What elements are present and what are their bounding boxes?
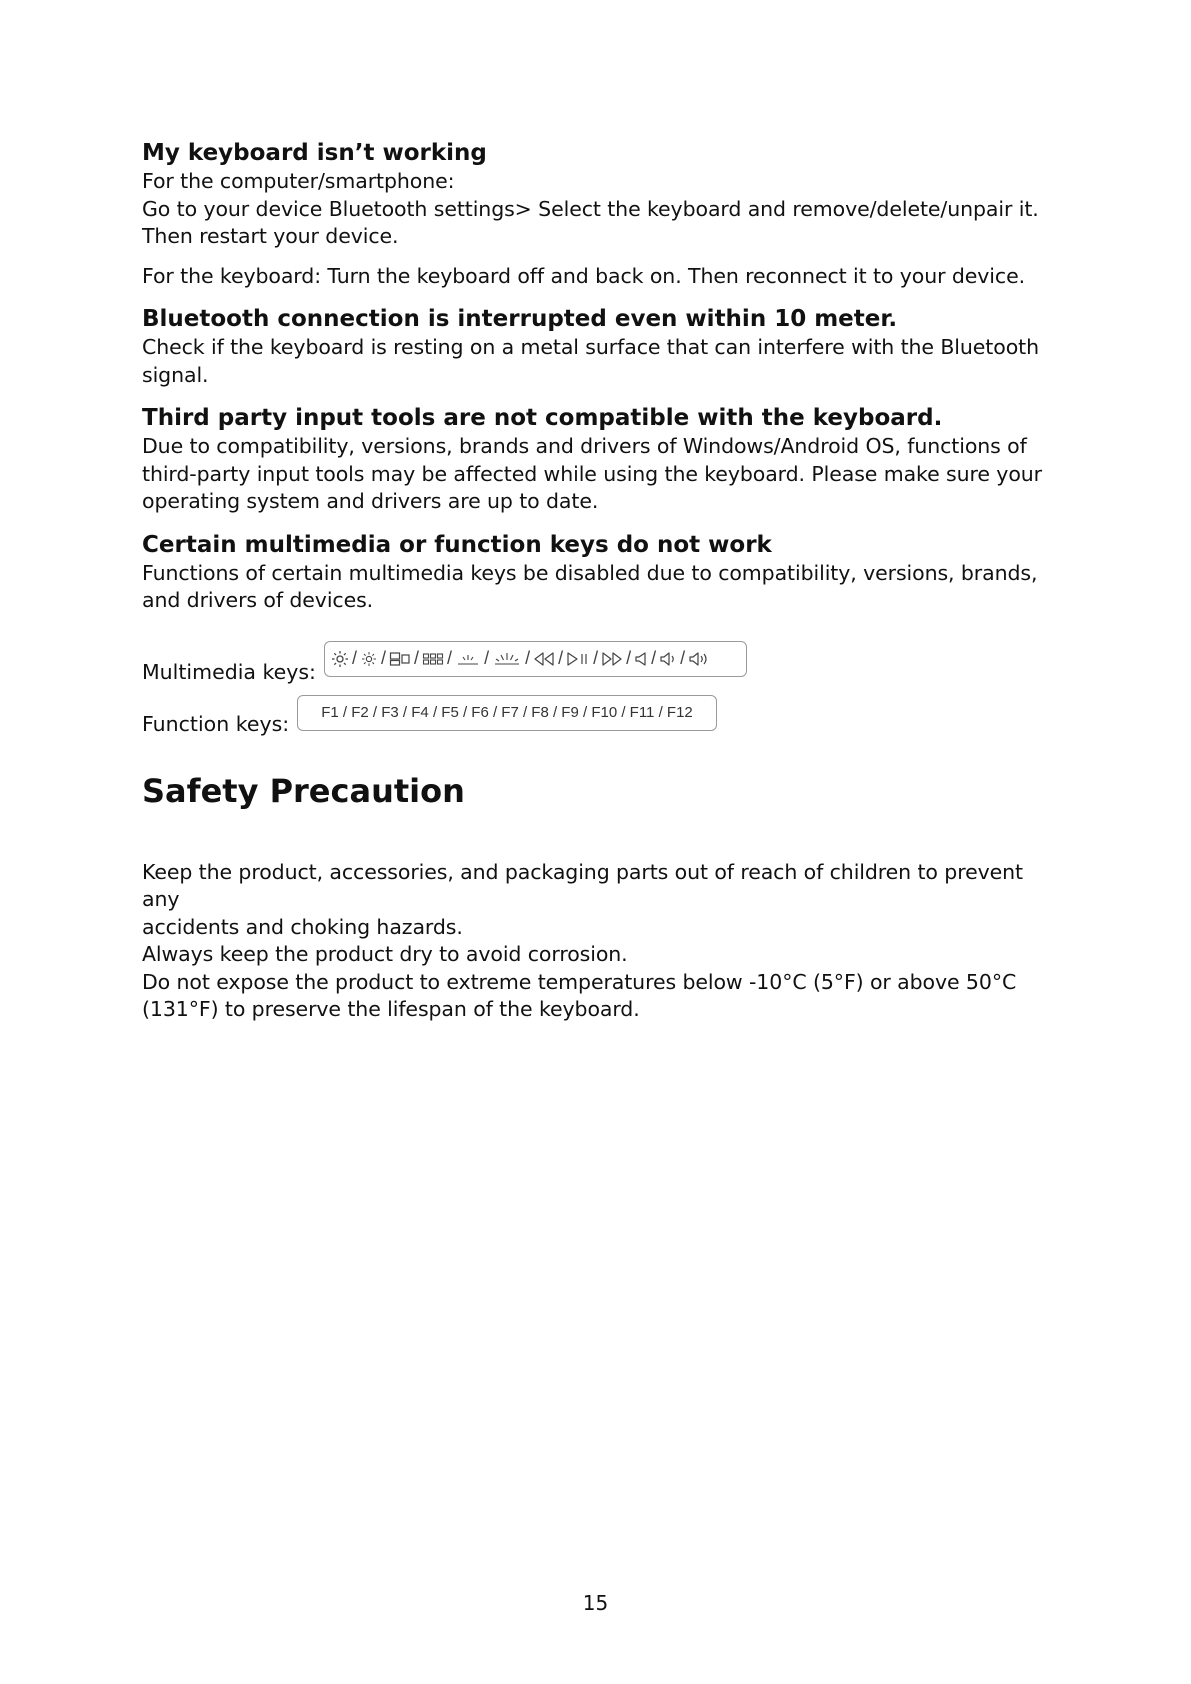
body-line: Due to compatibility, versions, brands and drivers of Windows/Android OS, functions of [142,434,1027,458]
app-grid-icon [422,650,444,668]
body-line: and drivers of devices. [142,588,374,612]
safety-line: accidents and choking hazards. [142,914,463,939]
next-track-icon [601,650,623,668]
safety-title: Safety Precaution [142,771,465,810]
body-line: Go to your device Bluetooth settings> Select the keyboard and remove/delete/unpair it. [142,196,1039,221]
function-keys-text: F1 / F2 / F3 / F4 / F5 / F6 / F7 / F8 / F9 / F10 / F11 / F12 [321,704,693,721]
backlight-down-icon [455,650,481,668]
body-line: Then restart your device. [142,224,399,248]
function-keys-label: Function keys: [142,711,290,736]
body-line: operating system and drivers are up to date. [142,489,599,513]
multimedia-keys-image: / / / / / / / / / / / [324,641,747,677]
play-pause-icon [566,650,590,668]
page-number: 15 [582,1591,609,1615]
body-line: Functions of certain multimedia keys be disabled due to compatibility, versions, brands, [142,560,1038,585]
body-line: For the keyboard: Turn the keyboard off and back on. Then reconnect it to your device. [142,263,1026,288]
app-switch-icon [389,650,411,668]
multimedia-keys-label: Multimedia keys: [142,659,316,684]
section-heading-third-party-tools: Third party input tools are not compatible with the keyboard. [142,405,943,431]
body-line: signal. [142,362,209,387]
backlight-up-icon [492,650,522,668]
brightness-down-icon [331,650,349,668]
safety-line: Do not expose the product to extreme temperatures below -10°C (5°F) or above 50°C [142,969,1017,994]
safety-line: (131°F) to preserve the lifespan of the keyboard. [142,997,640,1021]
manual-page [142,138,1062,1024]
section-heading-keyboard-not-working: My keyboard isn’t working [142,140,487,166]
brightness-up-icon [360,650,378,668]
section-heading-bluetooth-interrupted: Bluetooth connection is interrupted even within 10 meter. [142,306,898,332]
body-line: Check if the keyboard is resting on a metal surface that can interfere with the Bluetooth [142,335,1039,359]
body-line: third-party input tools may be affected while using the keyboard. Please make sure your [142,461,1042,486]
function-keys-image [297,695,717,731]
volume-up-icon [688,650,710,668]
section-heading-multimedia-keys: Certain multimedia or function keys do not work [142,531,772,558]
function-keys-row [142,704,1062,763]
volume-down-icon [659,650,677,668]
mute-icon [634,650,648,668]
safety-line: Keep the product, accessories, and packaging parts out of reach of children to prevent any [142,859,1023,911]
body-line: For the computer/smartphone: [142,169,455,193]
safety-line: Always keep the product dry to avoid corrosion. [142,942,628,966]
previous-track-icon [533,650,555,668]
